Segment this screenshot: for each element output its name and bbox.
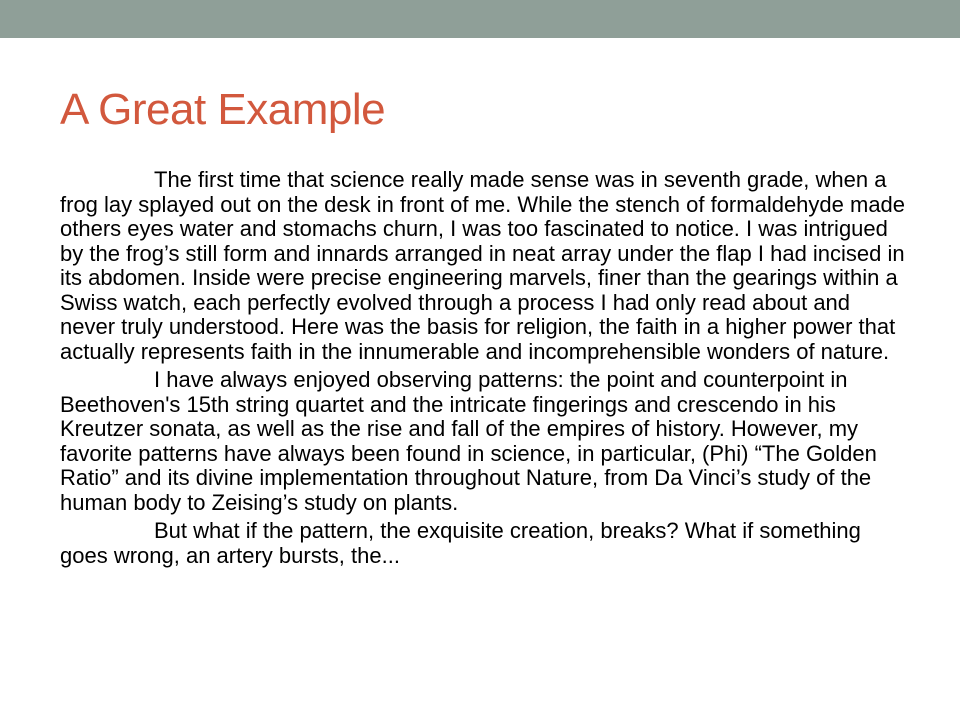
- slide-body: [60, 168, 910, 572]
- body-paragraph-1: The first time that science really made sense was in seventh grade, when a frog lay splayed out on the desk in front of me. While the stench of formaldehyde made others eyes water and stomachs churn, I was too fascinated to notice. I was intrigued by the frog’s still form and innards arranged in neat array under the flap I had incised in its abdomen. Inside were precise engineering marvels, finer than the gearings within a Swiss watch, each perfectly evolved through a process I had only read about and never truly understood. Here was the basis for religion, the faith in a higher power that actually represents faith in the innumerable and incomprehensible wonders of nature.: [60, 167, 906, 364]
- body-paragraph-2: I have always enjoyed observing patterns: the point and counterpoint in Beethoven's 15th string quartet and the intricate fingerings and crescendo in his Kreutzer sonata, as well as the rise and fall of the empires of history. However, my favorite patterns have always been found in science, in particular, (Phi) “The Golden Ratio” and its divine implementation throughout Nature, from Da Vinci’s study of the human body to Zeising’s study on plants.: [60, 367, 877, 515]
- slide-title: A Great Example: [60, 85, 386, 134]
- top-accent-bar: [0, 0, 960, 38]
- body-paragraph-3: But what if the pattern, the exquisite creation, breaks? What if something goes wrong, an artery bursts, the...: [60, 518, 861, 568]
